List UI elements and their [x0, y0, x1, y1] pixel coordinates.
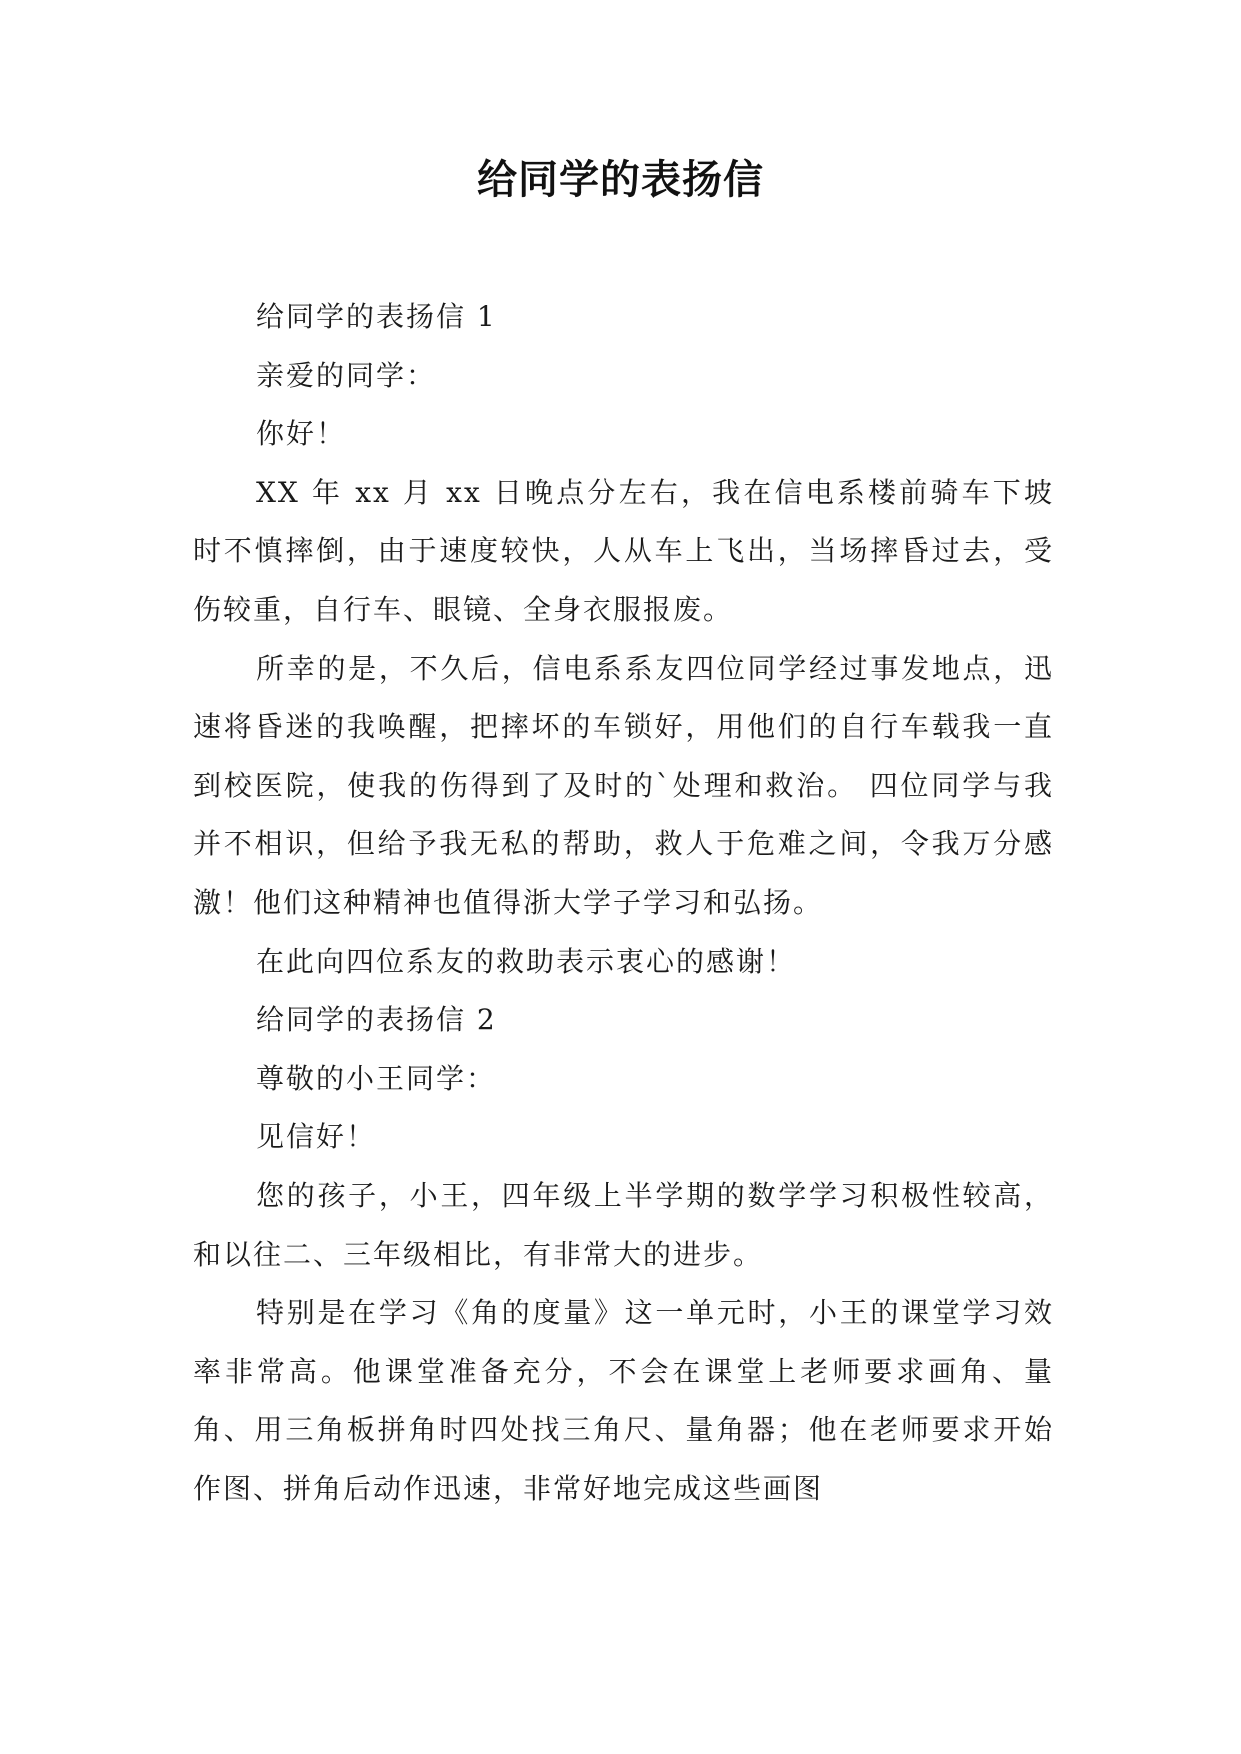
- salutation: 亲爱的同学：: [256, 358, 437, 392]
- document-title: 给同学的表扬信: [477, 156, 764, 203]
- greeting: 见信好！: [256, 1120, 377, 1154]
- salutation: 尊敬的小王同学：: [256, 1061, 497, 1095]
- document-body: [193, 288, 1054, 1518]
- body-paragraph: 特别是在学习《角的度量》这一单元时，小王的课堂学习效率非常高。他课堂准备充分，不会在课堂上老师要求画角、量角、用三角板拼角时四处找三角尺、量角器；他在老师要求开始作图、拼角后动作迅速，非常好地完成这些画图: [193, 1296, 1054, 1505]
- section-heading: 给同学的表扬信 1: [256, 300, 497, 333]
- greeting: 你好！: [256, 417, 347, 451]
- body-paragraph: 您的孩子，小王，四年级上半学期的数学学习积极性较高，和以往二、三年级相比，有非常大的进步。: [193, 1178, 1054, 1271]
- section-heading: 给同学的表扬信 2: [256, 1003, 497, 1037]
- body-paragraph: 所幸的是，不久后，信电系系友四位同学经过事发地点，迅速将昏迷的我唤醒，把摔坏的车锁好，用他们的自行车载我一直到校医院，使我的伤得到了及时的`处理和救治。 四位同学与我并不相识，但给予我无私的帮助，救人于危难之间，令我万分感激！他们这种精神也值得浙大学子学习和弘扬。: [193, 651, 1054, 919]
- closing-paragraph: 在此向四位系友的救助表示衷心的感谢！: [256, 944, 797, 978]
- body-paragraph: XX 年 xx 月 xx 日晚点分左右，我在信电系楼前骑车下坡时不慎摔倒，由于速度较快，人从车上飞出，当场摔昏过去，受伤较重，自行车、眼镜、全身衣服报废。: [193, 475, 1054, 626]
